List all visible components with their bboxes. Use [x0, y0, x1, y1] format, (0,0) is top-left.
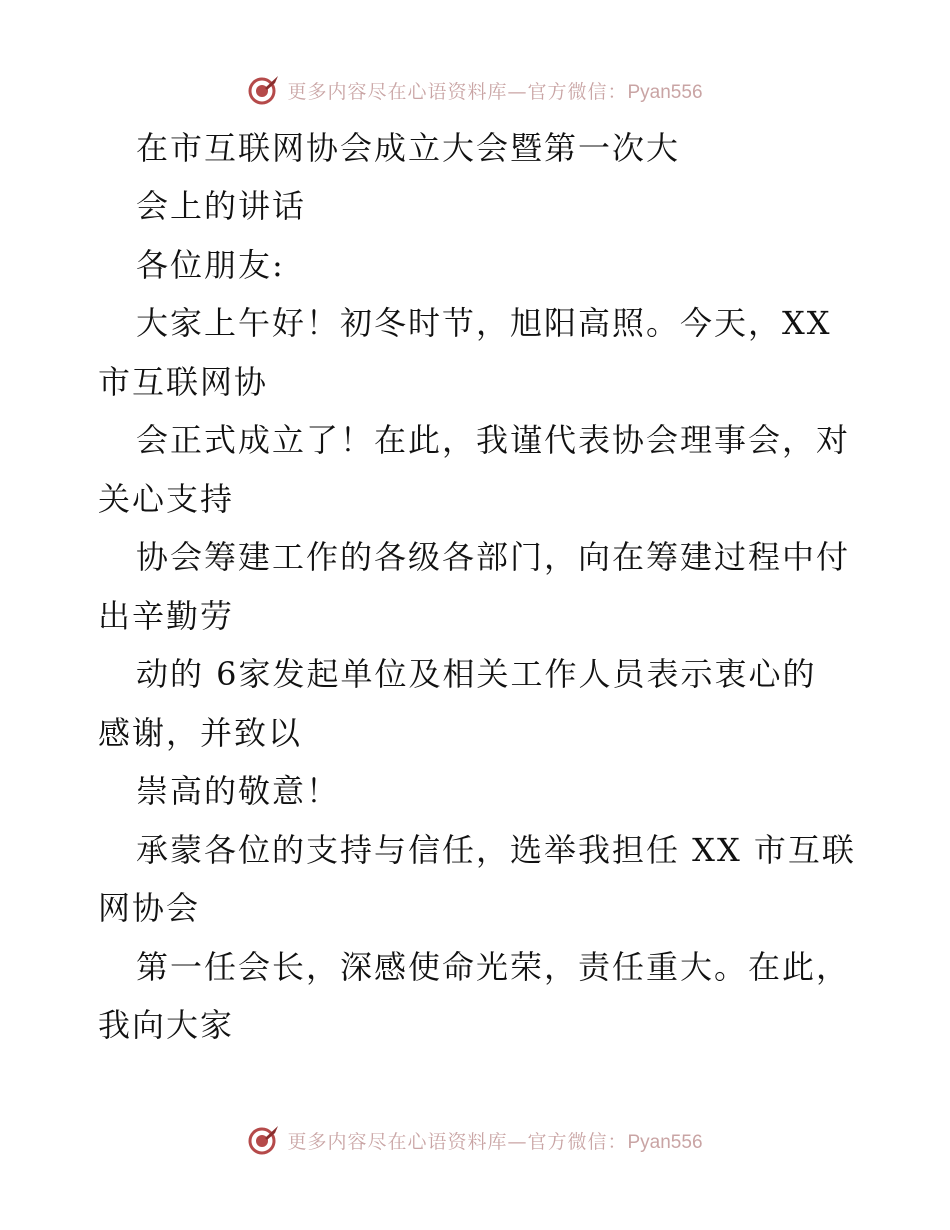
salutation: 各位朋友:	[136, 246, 285, 284]
paragraph-line: 崇高的敬意！	[136, 772, 341, 810]
paragraph-line: 关心支持	[98, 480, 235, 518]
paragraph-line: 我向大家	[98, 1006, 235, 1044]
quill-seal-icon	[247, 1123, 281, 1157]
quill-seal-icon	[247, 73, 281, 107]
paragraph-line: 网协会	[98, 889, 201, 927]
paragraph-line: 会正式成立了！在此，我谨代表协会理事会，对	[136, 421, 851, 459]
paragraph-line: 出辛勤劳	[98, 597, 235, 635]
watermark-text: 更多内容尽在心语资料库—官方微信：Pyan556	[287, 80, 703, 103]
paragraph-line: 承蒙各位的支持与信任，选举我担任 XX 市互联	[136, 831, 856, 869]
document-title-line-2: 会上的讲话	[136, 187, 307, 225]
watermark-text: 更多内容尽在心语资料库—官方微信：Pyan556	[287, 1130, 703, 1153]
paragraph-line: 协会筹建工作的各级各部门，向在筹建过程中付	[136, 538, 851, 576]
paragraph-line: 大家上午好！初冬时节，旭阳高照。今天，XX	[136, 304, 832, 342]
watermark-header	[0, 70, 950, 110]
paragraph-line: 市互联网协	[98, 363, 269, 401]
paragraph-line: 感谢，并致以	[98, 714, 303, 752]
paragraph-line: 动的 6家发起单位及相关工作人员表示衷心的	[136, 655, 817, 693]
document-title-line-1: 在市互联网协会成立大会暨第一次大	[136, 129, 681, 167]
paragraph-line: 第一任会长，深感使命光荣，责任重大。在此，	[136, 948, 851, 986]
watermark-footer	[0, 1120, 950, 1160]
